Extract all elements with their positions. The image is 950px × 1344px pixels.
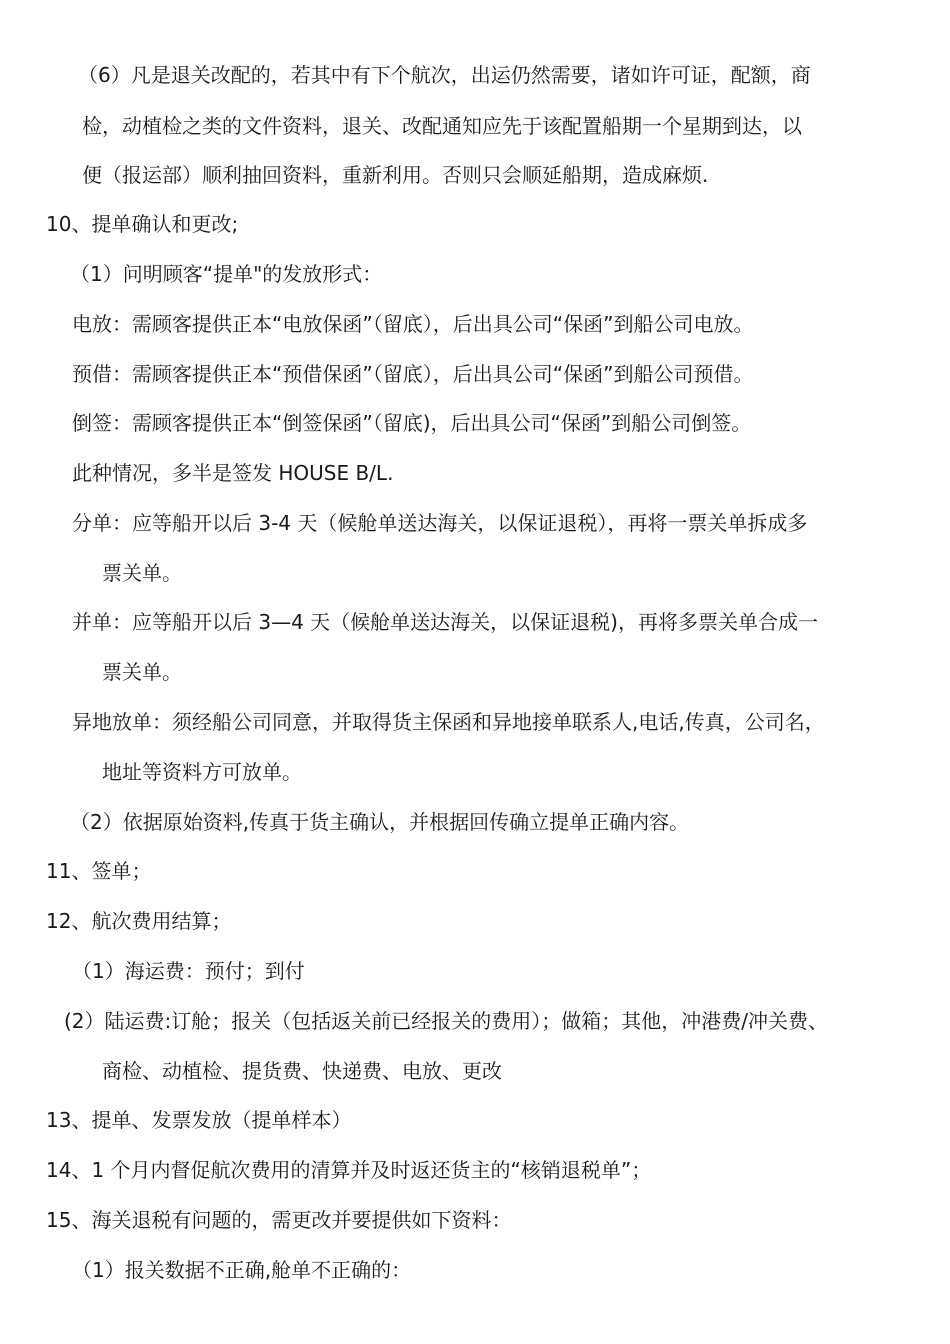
text-line-16: （2）依据原始资料,传真于货主确认，并根据回传确立提单正确内容。 [70,810,690,834]
text-line-2: 检，动植检之类的文件资料，退关、改配通知应先于该配置船期一个星期到达，以 [82,114,802,138]
text-line-11: 票关单。 [102,561,182,585]
section-heading-10: 10、提单确认和更改; [46,212,239,236]
section-heading-13: 13、提单、发票发放（提单样本） [46,1108,352,1132]
text-line-12: 并单：应等船开以后 3—4 天（候舱单送达海关，以保证退税)，再将多票关单合成一 [72,610,818,634]
text-line-9: 此种情况，多半是签发 HOUSE B/L. [72,461,394,485]
text-line-8: 倒签：需顾客提供正本“倒签保函”（留底)，后出具公司“保函”到船公司倒签。 [72,411,752,435]
section-heading-11: 11、签单； [46,859,152,883]
text-line-25: （1）报关数据不正确,舱单不正确的： [72,1258,412,1282]
text-line-6: 电放：需顾客提供正本“电放保函”（留底），后出具公司“保函”到船公司电放。 [72,312,754,336]
section-heading-12: 12、航次费用结算； [46,909,232,933]
text-line-13: 票关单。 [102,660,182,684]
text-line-14: 异地放单：须经船公司同意，并取得货主保函和异地接单联系人,电话,传真，公司名， [72,710,825,734]
text-line-3: 便（报运部）顺利抽回资料，重新利用。否则只会顺延船期，造成麻烦. [82,163,709,187]
text-line-10: 分单：应等船开以后 3-4 天（候舱单送达海关，以保证退税），再将一票关单拆成多 [72,511,808,535]
text-line-21: 商检、动植检、提货费、快递费、电放、更改 [102,1059,502,1083]
text-line-20: (2）陆运费:订舱；报关（包括返关前已经报关的费用）；做箱；其他，冲港费/冲关费、 [64,1009,829,1033]
text-line-19: （1）海运费：预付；到付 [72,959,305,983]
section-heading-15: 15、海关退税有问题的，需更改并要提供如下资料： [46,1208,512,1232]
text-line-15: 地址等资料方可放单。 [102,760,302,784]
section-heading-14: 14、1 个月内督促航次费用的清算并及时返还货主的“核销退税单”； [46,1158,652,1182]
text-line-7: 预借：需顾客提供正本“预借保函”（留底），后出具公司“保函”到船公司预借。 [72,362,754,386]
text-line-1: （6）凡是退关改配的，若其中有下个航次，出运仍然需要，诸如许可证，配额，商 [78,63,811,87]
text-line-5: （1）问明顾客“提单"的发放形式： [70,262,383,286]
